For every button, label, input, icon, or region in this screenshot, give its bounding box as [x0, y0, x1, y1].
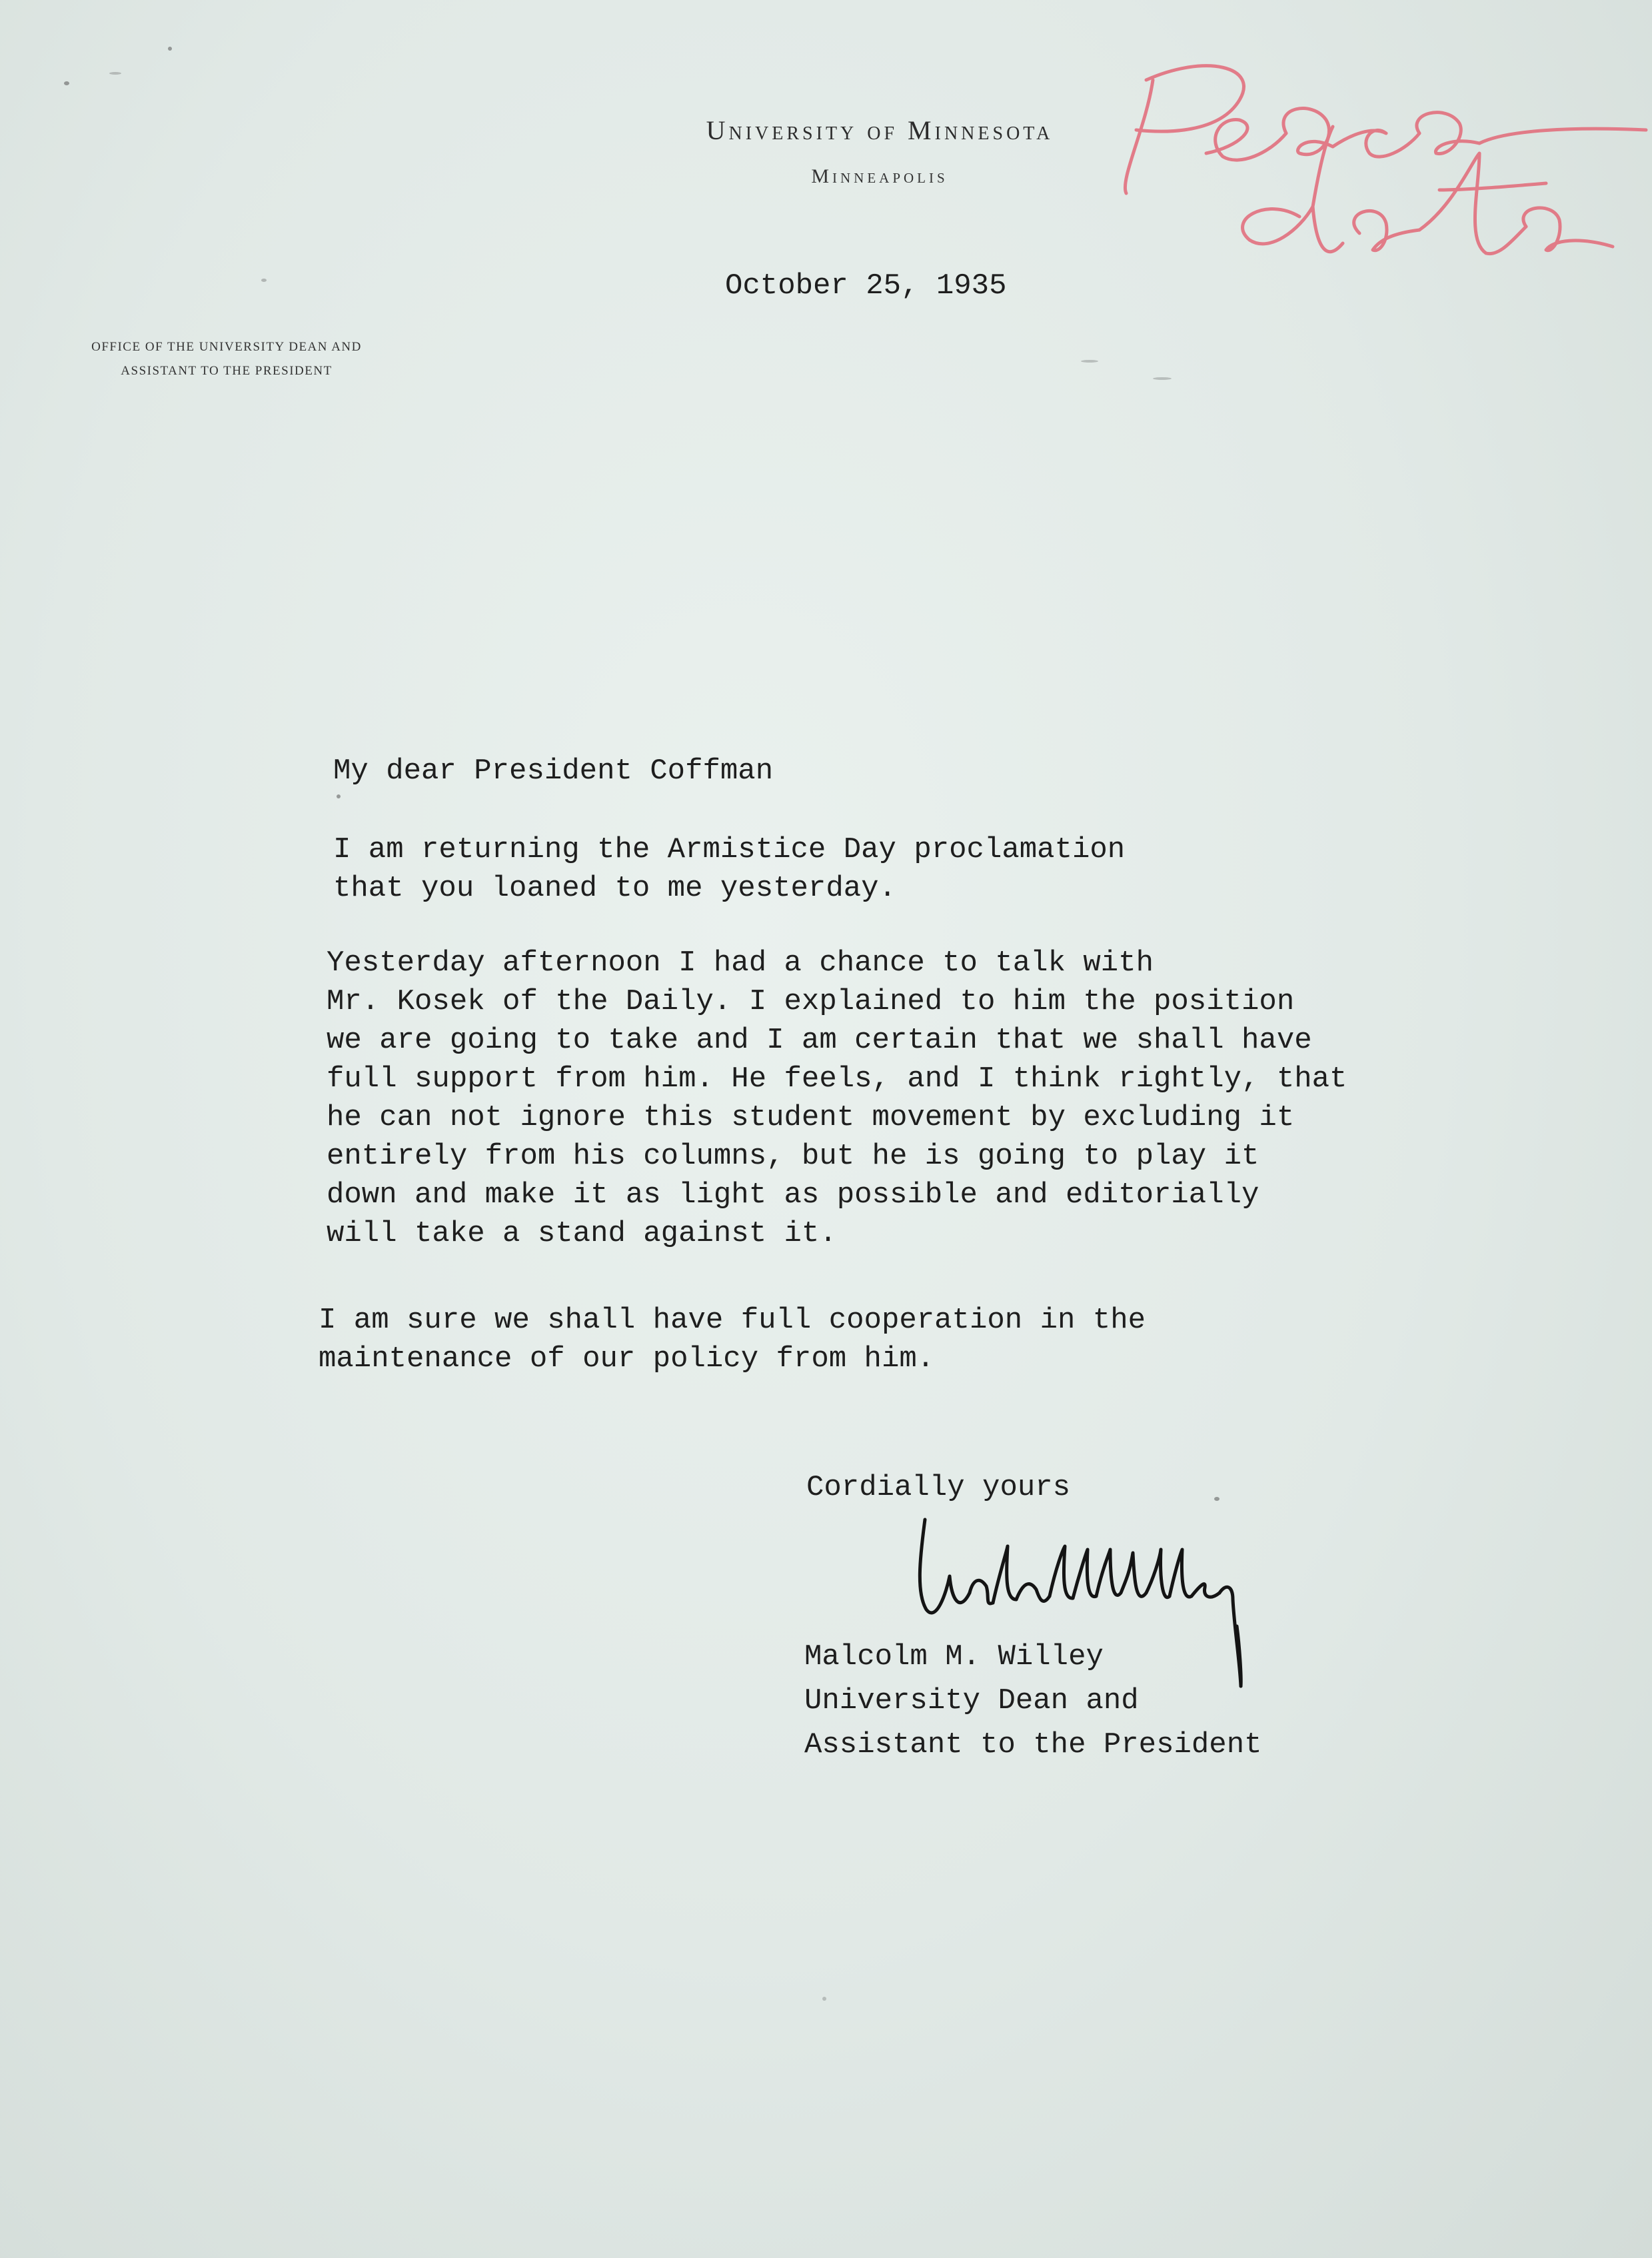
paragraph-line: Yesterday afternoon I had a chance to talk with	[327, 946, 1154, 980]
body-paragraph-2	[327, 944, 1347, 1253]
handwritten-annotation	[1106, 53, 1652, 307]
paragraph-line: I am returning the Armistice Day proclamation	[333, 833, 1126, 866]
paper-speck	[261, 279, 267, 282]
office-line: ASSISTANT TO THE PRESIDENT	[121, 364, 333, 378]
signer-title: Assistant to the President	[804, 1728, 1262, 1761]
paper-speck	[109, 72, 121, 75]
paragraph-line: he can not ignore this student movement by excluding it	[327, 1101, 1295, 1134]
body-paragraph-1	[333, 830, 1125, 908]
letterhead-organization: University of Minnesota	[706, 115, 1054, 145]
paper-speck	[1153, 377, 1172, 380]
paragraph-line: down and make it as light as possible and editorially	[327, 1178, 1259, 1212]
office-line: OFFICE OF THE UNIVERSITY DEAN AND	[91, 340, 362, 354]
paragraph-line: that you loaned to me yesterday.	[333, 872, 896, 905]
paper-speck	[1081, 360, 1098, 363]
paper-speck	[64, 81, 69, 85]
signer-title: University Dean and	[804, 1684, 1139, 1717]
office-block	[47, 335, 407, 383]
letterhead-city: Minneapolis	[811, 165, 948, 187]
paper-speck	[1214, 1497, 1220, 1501]
paragraph-line: full support from him. He feels, and I think rightly, that	[327, 1062, 1347, 1096]
body-paragraph-3	[319, 1301, 1146, 1378]
closing: Cordially yours	[806, 1471, 1071, 1504]
paper-speck	[822, 1997, 826, 2001]
signature-block	[804, 1635, 1262, 1767]
paper-speck	[168, 47, 172, 51]
paragraph-line: I am sure we shall have full cooperation in the	[319, 1304, 1146, 1337]
signer-name: Malcolm M. Willey	[804, 1640, 1104, 1674]
paragraph-line: Mr. Kosek of the Daily. I explained to him the position	[327, 985, 1295, 1018]
paragraph-line: we are going to take and I am certain that we shall have	[327, 1024, 1312, 1057]
paragraph-line: maintenance of our policy from him.	[319, 1342, 935, 1376]
paragraph-line: will take a stand against it.	[327, 1217, 837, 1250]
letter-date: October 25, 1935	[725, 269, 1007, 303]
salutation: My dear President Coffman	[333, 754, 774, 788]
paper-speck	[337, 794, 341, 798]
paragraph-line: entirely from his columns, but he is going to play it	[327, 1140, 1259, 1173]
